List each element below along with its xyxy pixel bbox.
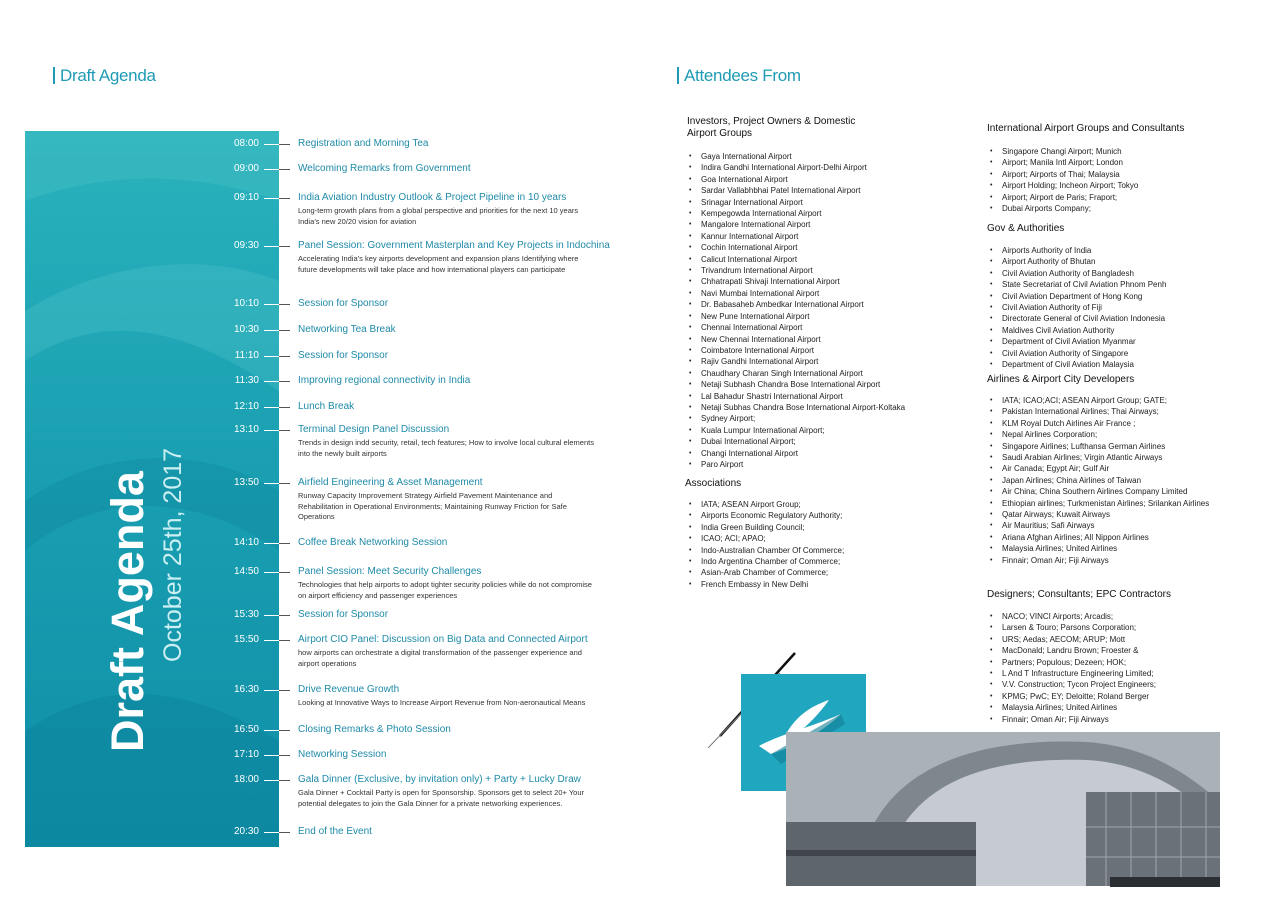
list-associations	[687, 499, 844, 590]
list-item: • Japan Airlines; China Airlines of Taiwan	[988, 475, 1213, 486]
agenda-title: Networking Session	[298, 749, 387, 760]
list-item: • IATA; ICAO;ACI; ASEAN Airport Group; GATE;	[988, 395, 1213, 406]
heading-bar	[677, 67, 679, 84]
list-item: • Singapore Changi Airport; Munich	[988, 146, 1138, 157]
agenda-time: 09:00	[233, 163, 259, 174]
list-item: • Nepal Airlines Corporation;	[988, 429, 1213, 440]
list-item: • New Pune International Airport	[687, 311, 905, 322]
agenda-time: 09:30	[233, 240, 259, 251]
agenda-time: 15:30	[233, 609, 259, 620]
agenda-title: Closing Remarks & Photo Session	[298, 724, 451, 735]
terminal-illustration	[786, 732, 1220, 886]
list-item: • Malaysia Airlines; United Airlines	[988, 543, 1213, 554]
agenda-title: End of the Event	[298, 826, 372, 837]
agenda-title: Welcoming Remarks from Government	[298, 163, 471, 174]
list-item: • Pakistan International Airlines; Thai Airways;	[988, 406, 1213, 417]
list-item: • V.V. Construction; Tycon Project Engineers;	[988, 679, 1156, 690]
list-item: • Srinagar International Airport	[687, 197, 905, 208]
list-item: • Airport Authority of Bhutan	[988, 256, 1166, 267]
agenda-title: Session for Sponsor	[298, 350, 389, 361]
list-item: • Finnair; Oman Air; Fiji Airways	[988, 555, 1213, 566]
list-item: • IATA; ASEAN Airport Group;	[687, 499, 844, 510]
agenda-title: Lunch Break	[298, 401, 355, 412]
list-item: • Lal Bahadur Shastri International Airport	[687, 391, 905, 402]
section-title-investors: Investors, Project Owners & Domestic Airport Groups	[687, 116, 856, 139]
agenda-time: 14:50	[233, 566, 259, 577]
agenda-description: Trends in design indd security, retail, tech features; How to involve local cultural elements into the newly built airports	[298, 438, 594, 458]
agenda-time: 11:30	[234, 375, 259, 386]
list-item: • Department of Civil Aviation Myanmar	[988, 336, 1166, 347]
list-item: • Singapore Airlines; Lufthansa German Airlines	[988, 441, 1213, 452]
airport-terminal-photo	[786, 732, 1220, 886]
section-title-gov: Gov & Authorities	[987, 223, 1065, 234]
list-item: • Calicut International Airport	[687, 254, 905, 265]
agenda-time: 16:30	[233, 684, 259, 695]
agenda-time: 10:10	[233, 298, 259, 309]
list-item: • Civil Aviation Department of Hong Kong	[988, 291, 1166, 302]
agenda-time: 14:10	[233, 537, 259, 548]
list-item: • Netaji Subhash Chandra Bose International Airport	[687, 379, 905, 390]
list-item: • Airport; Airports of Thai; Malaysia	[988, 169, 1138, 180]
list-item: • Air Mauritius; Safi Airways	[988, 520, 1213, 531]
list-item: • Airport Holding; Incheon Airport; Tokyo	[988, 180, 1138, 191]
list-item: • Trivandrum International Airport	[687, 265, 905, 276]
agenda-description: Accelerating India’s key airports development and expansion plans Identifying where future developments will take place and how international players can participate	[298, 254, 579, 274]
panel-date: October 25th, 2017	[159, 447, 187, 662]
list-item: • Larsen & Touro; Parsons Corporation;	[988, 622, 1156, 633]
list-item: • Dubai Airports Company;	[988, 203, 1138, 214]
list-item: • Civil Aviation Authority of Singapore	[988, 348, 1166, 359]
heading-bar	[53, 67, 55, 84]
list-item: • Mangalore International Airport	[687, 219, 905, 230]
agenda-title: Improving regional connectivity in India	[298, 375, 471, 386]
list-item: • Malaysia Airlines; United Airlines	[988, 702, 1156, 713]
list-item: • Dubai International Airport;	[687, 436, 905, 447]
list-item: • Qatar Airways; Kuwait Airways	[988, 509, 1213, 520]
photo-caption-bar	[1110, 877, 1220, 887]
section-title-international: International Airport Groups and Consultants	[987, 123, 1185, 134]
list-item: • Airports Economic Regulatory Authority;	[687, 510, 844, 521]
agenda-time: 17:10	[233, 749, 259, 760]
list-item: • Indo Argentina Chamber of Commerce;	[687, 556, 844, 567]
agenda-time: 20:30	[233, 826, 259, 837]
list-item: • Sydney Airport;	[687, 413, 905, 424]
list-item: • Chaudhary Charan Singh International Airport	[687, 368, 905, 379]
agenda-time: 15:50	[233, 634, 259, 645]
agenda-title: Session for Sponsor	[298, 298, 389, 309]
list-gov	[988, 245, 1166, 370]
agenda-time: 13:10	[233, 424, 259, 435]
list-item: • Dr. Babasaheb Ambedkar International Airport	[687, 299, 905, 310]
agenda-time: 11:10	[234, 350, 259, 361]
agenda-title: Drive Revenue Growth	[298, 684, 400, 695]
list-item: • Finnair; Oman Air; Fiji Airways	[988, 714, 1156, 725]
agenda-description: Gala Dinner + Cocktail Party is open for Sponsorship. Sponsors get to select 20+ Your potential delegates to join the Gala Dinner for a private networking experiences.	[298, 788, 584, 808]
agenda-title: Session for Sponsor	[298, 609, 389, 620]
agenda-title: India Aviation Industry Outlook & Project Pipeline in 10 years	[298, 192, 567, 203]
list-item: • KLM Royal Dutch Airlines Air France ;	[988, 418, 1213, 429]
agenda-title: Terminal Design Panel Discussion	[298, 424, 450, 435]
list-item: • Maldives Civil Aviation Authority	[988, 325, 1166, 336]
list-item: • KPMG; PwC; EY; Deloitte; Roland Berger	[988, 691, 1156, 702]
agenda-title: Panel Session: Meet Security Challenges	[298, 566, 482, 577]
agenda-title: Registration and Morning Tea	[298, 138, 429, 149]
list-item: • Ariana Afghan Airlines; All Nippon Airlines	[988, 532, 1213, 543]
list-item: • Department of Civil Aviation Malaysia	[988, 359, 1166, 370]
agenda-time: 08:00	[233, 138, 259, 149]
list-item: • Kuala Lumpur International Airport;	[687, 425, 905, 436]
list-item: • Chhatrapati Shivaji International Airport	[687, 276, 905, 287]
panel-vertical-title	[104, 448, 188, 752]
list-item: • Civil Aviation Authority of Fiji	[988, 302, 1166, 313]
list-item: • Sardar Vallabhbhai Patel International Airport	[687, 185, 905, 196]
agenda-description: Runway Capacity Improvement Strategy Airfield Pavement Maintenance and Rehabilitation in Operational Environments; Maintaining Runway Friction for Safe Operations	[298, 491, 567, 521]
list-item: • Rajiv Gandhi International Airport	[687, 356, 905, 367]
list-airlines	[988, 395, 1213, 566]
list-item: • French Embassy in New Delhi	[687, 579, 844, 590]
list-item: • Civil Aviation Authority of Bangladesh	[988, 268, 1166, 279]
list-item: • MacDonald; Landru Brown; Froester &	[988, 645, 1156, 656]
section-title-designers: Designers; Consultants; EPC Contractors	[987, 589, 1171, 600]
list-item: • India Green Building Council;	[687, 522, 844, 533]
list-item: • Airport; Airport de Paris; Fraport;	[988, 192, 1138, 203]
list-item: • Asian-Arab Chamber of Commerce;	[687, 567, 844, 578]
list-item: • Navi Mumbai International Airport	[687, 288, 905, 299]
section-title-airlines: Airlines & Airport City Developers	[987, 374, 1135, 385]
agenda-title: Airfield Engineering & Asset Management	[298, 477, 483, 488]
list-item: • NACO; VINCI Airports; Arcadis;	[988, 611, 1156, 622]
agenda-title: Gala Dinner (Exclusive, by invitation only) + Party + Lucky Draw	[298, 774, 581, 785]
list-item: • Air Canada; Egypt Air; Gulf Air	[988, 463, 1213, 474]
list-item: • Paro Airport	[687, 459, 905, 470]
list-international	[988, 146, 1138, 214]
agenda-description: how airports can orchestrate a digital transformation of the passenger experience and airport operations	[298, 648, 582, 668]
agenda-time: 12:10	[233, 401, 259, 412]
list-item: • Air China; China Southern Airlines Company Limited	[988, 486, 1213, 497]
agenda-heading-text: Draft Agenda	[60, 66, 156, 85]
agenda-title: Coffee Break Networking Session	[298, 537, 448, 548]
list-designers	[988, 611, 1156, 725]
list-item: • New Chennai International Airport	[687, 334, 905, 345]
list-item: • Kannur International Airport	[687, 231, 905, 242]
agenda-description: Long-term growth plans from a global perspective and priorities for the next 10 years India’s new 20/20 vision for aviation	[298, 206, 579, 226]
agenda-description: Looking at Innovative Ways to Increase Airport Revenue from Non-aeronautical Means	[298, 698, 586, 707]
agenda-time: 10:30	[233, 324, 259, 335]
list-item: • Goa International Airport	[687, 174, 905, 185]
agenda-time: 16:50	[233, 724, 259, 735]
list-item: • Coimbatore International Airport	[687, 345, 905, 356]
list-item: • Gaya International Airport	[687, 151, 905, 162]
list-item: • Partners; Populous; Dezeen; HOK;	[988, 657, 1156, 668]
section-title-associations: Associations	[685, 478, 742, 489]
list-item: • Kempegowda International Airport	[687, 208, 905, 219]
list-investors	[687, 151, 905, 470]
list-item: • Directorate General of Civil Aviation Indonesia	[988, 313, 1166, 324]
list-item: • Chennai International Airport	[687, 322, 905, 333]
agenda-title: Airport CIO Panel: Discussion on Big Data and Connected Airport	[298, 634, 588, 645]
agenda-title: Panel Session: Government Masterplan and Key Projects in Indochina	[298, 240, 610, 251]
list-item: • L And T Infrastructure Engineering Limited;	[988, 668, 1156, 679]
list-item: • Ethiopian airlines; Turkmenistan Airlines; Srilankan Airlines	[988, 498, 1213, 509]
list-item: • Saudi Arabian Airlines; Virgin Atlantic Airways	[988, 452, 1213, 463]
list-item: • State Secretariat of Civil Aviation Phnom Penh	[988, 279, 1166, 290]
attendees-heading-text: Attendees From	[684, 66, 801, 85]
panel-title: Draft Agenda	[102, 471, 153, 752]
agenda-time: 18:00	[233, 774, 259, 785]
list-item: • URS; Aedas; AECOM; ARUP; Mott	[988, 634, 1156, 645]
list-item: • Airports Authority of India	[988, 245, 1166, 256]
list-item: • Netaji Subhas Chandra Bose International Airport-Koltaka	[687, 402, 905, 413]
list-item: • Indo-Australian Chamber Of Commerce;	[687, 545, 844, 556]
list-item: • ICAO; ACI; APAO;	[687, 533, 844, 544]
list-item: • Cochin International Airport	[687, 242, 905, 253]
list-item: • Airport; Manila Intl Airport; London	[988, 157, 1138, 168]
attendees-heading	[677, 66, 801, 86]
list-item: • Indira Gandhi International Airport-Delhi Airport	[687, 162, 905, 173]
agenda-time: 13:50	[233, 477, 259, 488]
list-item: • Changi International Airport	[687, 448, 905, 459]
agenda-heading	[53, 66, 156, 86]
agenda-title: Networking Tea Break	[298, 324, 396, 335]
agenda-time: 09:10	[233, 192, 259, 203]
agenda-description: Technologies that help airports to adopt tighter security policies while do not compromise on airport efficiency and passenger experiences	[298, 580, 592, 600]
